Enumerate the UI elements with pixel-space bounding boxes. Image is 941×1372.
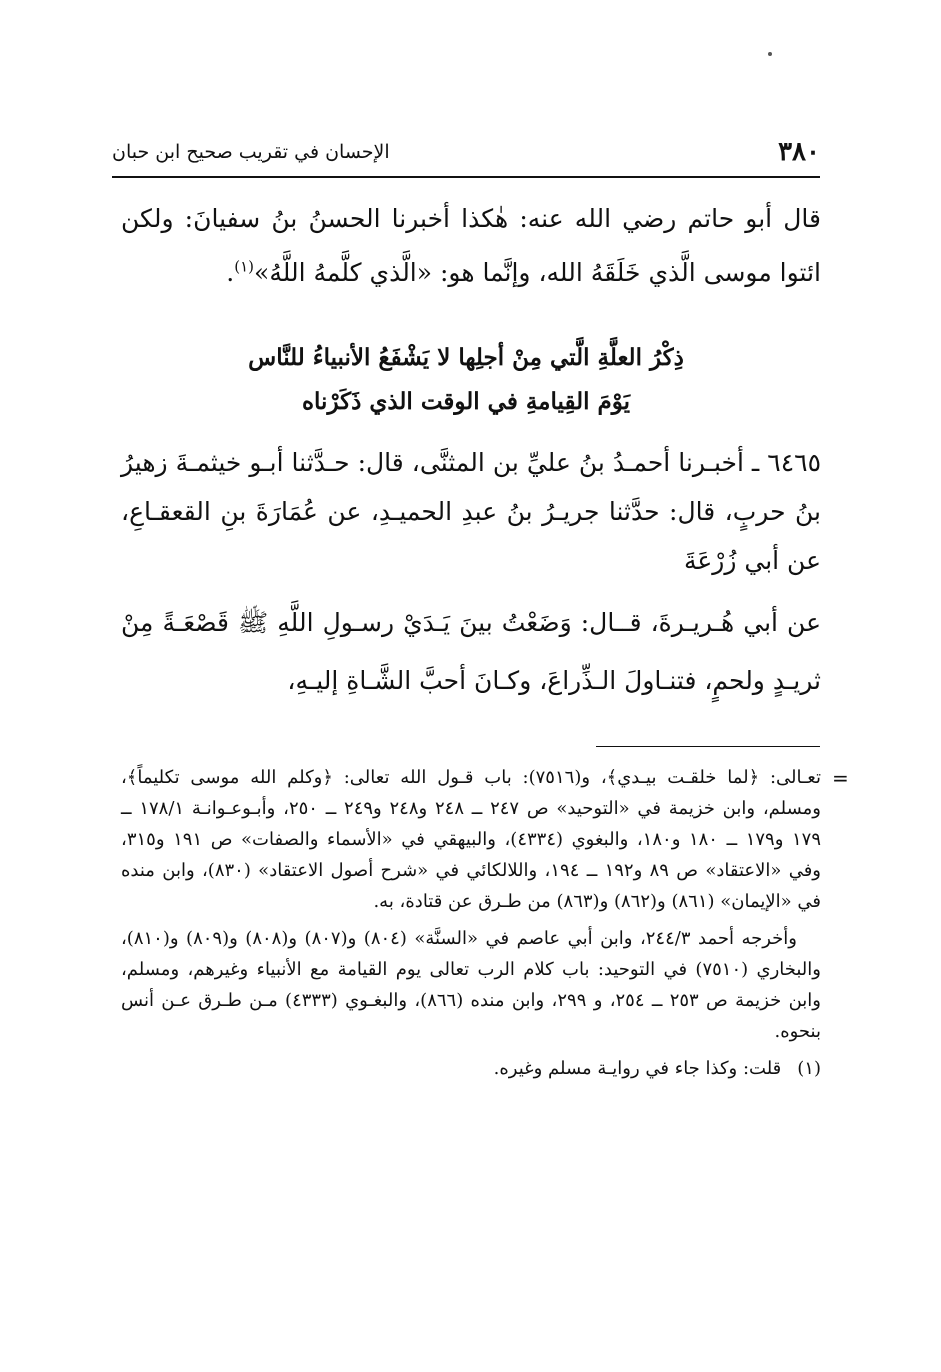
footnotes [121, 762, 821, 1084]
footnote-1 [121, 1053, 821, 1084]
running-header [112, 132, 820, 172]
footnote-continuation-mark: = [832, 766, 849, 790]
footnote-ref-1: (١) [234, 257, 255, 276]
narrator-text: قال أبو حاتم رضي الله عنه: هٰكذا أخبرنا الحسنُ بنُ سفيانَ: ولكن ائتوا موسى الَّذي خَلَقَهُ الله، وإنَّما هو: «الَّذي كلَّمهُ اللَّهُ» [121, 204, 821, 287]
book-title: الإحسان في تقريب صحيح ابن حبان [112, 141, 390, 163]
footnote-1-number: (١) [797, 1058, 821, 1079]
footnote-continuation: تعـالى: ﴿لما خلقـت بيـدي﴾، و(٧٥١٦): باب قـول الله تعالى: ﴿وكلم الله موسى تكليماً﴾، ومسلم، وابن خزيمة في «التوحيد» ص ٢٤٧ ــ ٢٤٨ و٢٤٨ و٢٤٩ ــ ٢٥٠، وأبـوعـوانـة ١٧٨/١ ــ ١٧٩ و١٧٩ ــ ١٨٠ و١٨٠، والبغوي (٤٣٣٤)، والبيهقي في «الأسماء والصفات» ص ١٩١ و٣١٥، وفي «الاعتقاد» ص ٨٩ و١٩٢ ــ ١٩٤، واللالكائي في «شرح أصول الاعتقاد» (٨٣٠)، وابن منده في «الإيمان» (٨٦١) و(٨٦٢) و(٨٦٣) من طـرق عن قتادة، به. [121, 767, 822, 912]
narrator-end: . [226, 258, 235, 287]
page-number: ٣٨٠ [778, 137, 820, 167]
footnote-1-text: قلت: وكذا جاء في روايـة مسلم وغيره. [493, 1058, 782, 1079]
matn-paragraph: عن أبي هُـريـرةَ، قــال: وَضَعْتُ بينَ يَـدَيْ رسـولِ اللَّهِ ﷺ قَصْعَـةً مِنْ ثريـدٍ ولحمٍ، فتنـاولَ الـذِّراعَ، وكـانَ أحبَّ الشَّـاةِ إليـهِ، [121, 608, 821, 695]
footnote-rule [596, 746, 820, 747]
heading-line-1: ذِكْرُ العلَّةِ الَّتي مِنْ أجلِها لا يَشْفَعُ الأنبياءُ للنَّاس [248, 344, 684, 371]
narrator-paragraph [121, 192, 821, 300]
page-speck [768, 52, 772, 56]
header-rule [112, 176, 820, 178]
footnote-takhrij: وأخرجه أحمد ٢٤٤/٣، وابن أبي عاصم في «السنَّة» (٨٠٤) و(٨٠٧) و(٨٠٨) و(٨٠٩) و(٨١٠)، والبخاري (٧٥١٠) في التوحيد: باب كلام الرب تعالى يوم القيامة مع الأنبياء وغيرهم، ومسلم، وابن خزيمة ص ٢٥٣ ــ ٢٥٤، و ٢٩٩، وابن منده (٨٦٦)، والبغـوي (٤٣٣٣) مـن طـرق عـن أنس بنحوه. [121, 928, 821, 1042]
chapter-heading [112, 336, 820, 424]
heading-line-2: يَوْمَ القِيامةِ في الوقت الذي ذَكَرْناه [301, 388, 631, 415]
isnad-paragraph: ٦٤٦٥ ـ أخبـرنا أحمـدُ بنُ عليِّ بن المثنَّى، قال: حـدَّثنا أبـو خيثمـةَ زهيرُ بنُ حربٍ، قال: حدَّثنا جريـرُ بنُ عبدِ الحميـدِ، عن عُمَارَةَ بنِ القعقـاعِ، عن أبي زُرْعَةَ [121, 448, 821, 575]
